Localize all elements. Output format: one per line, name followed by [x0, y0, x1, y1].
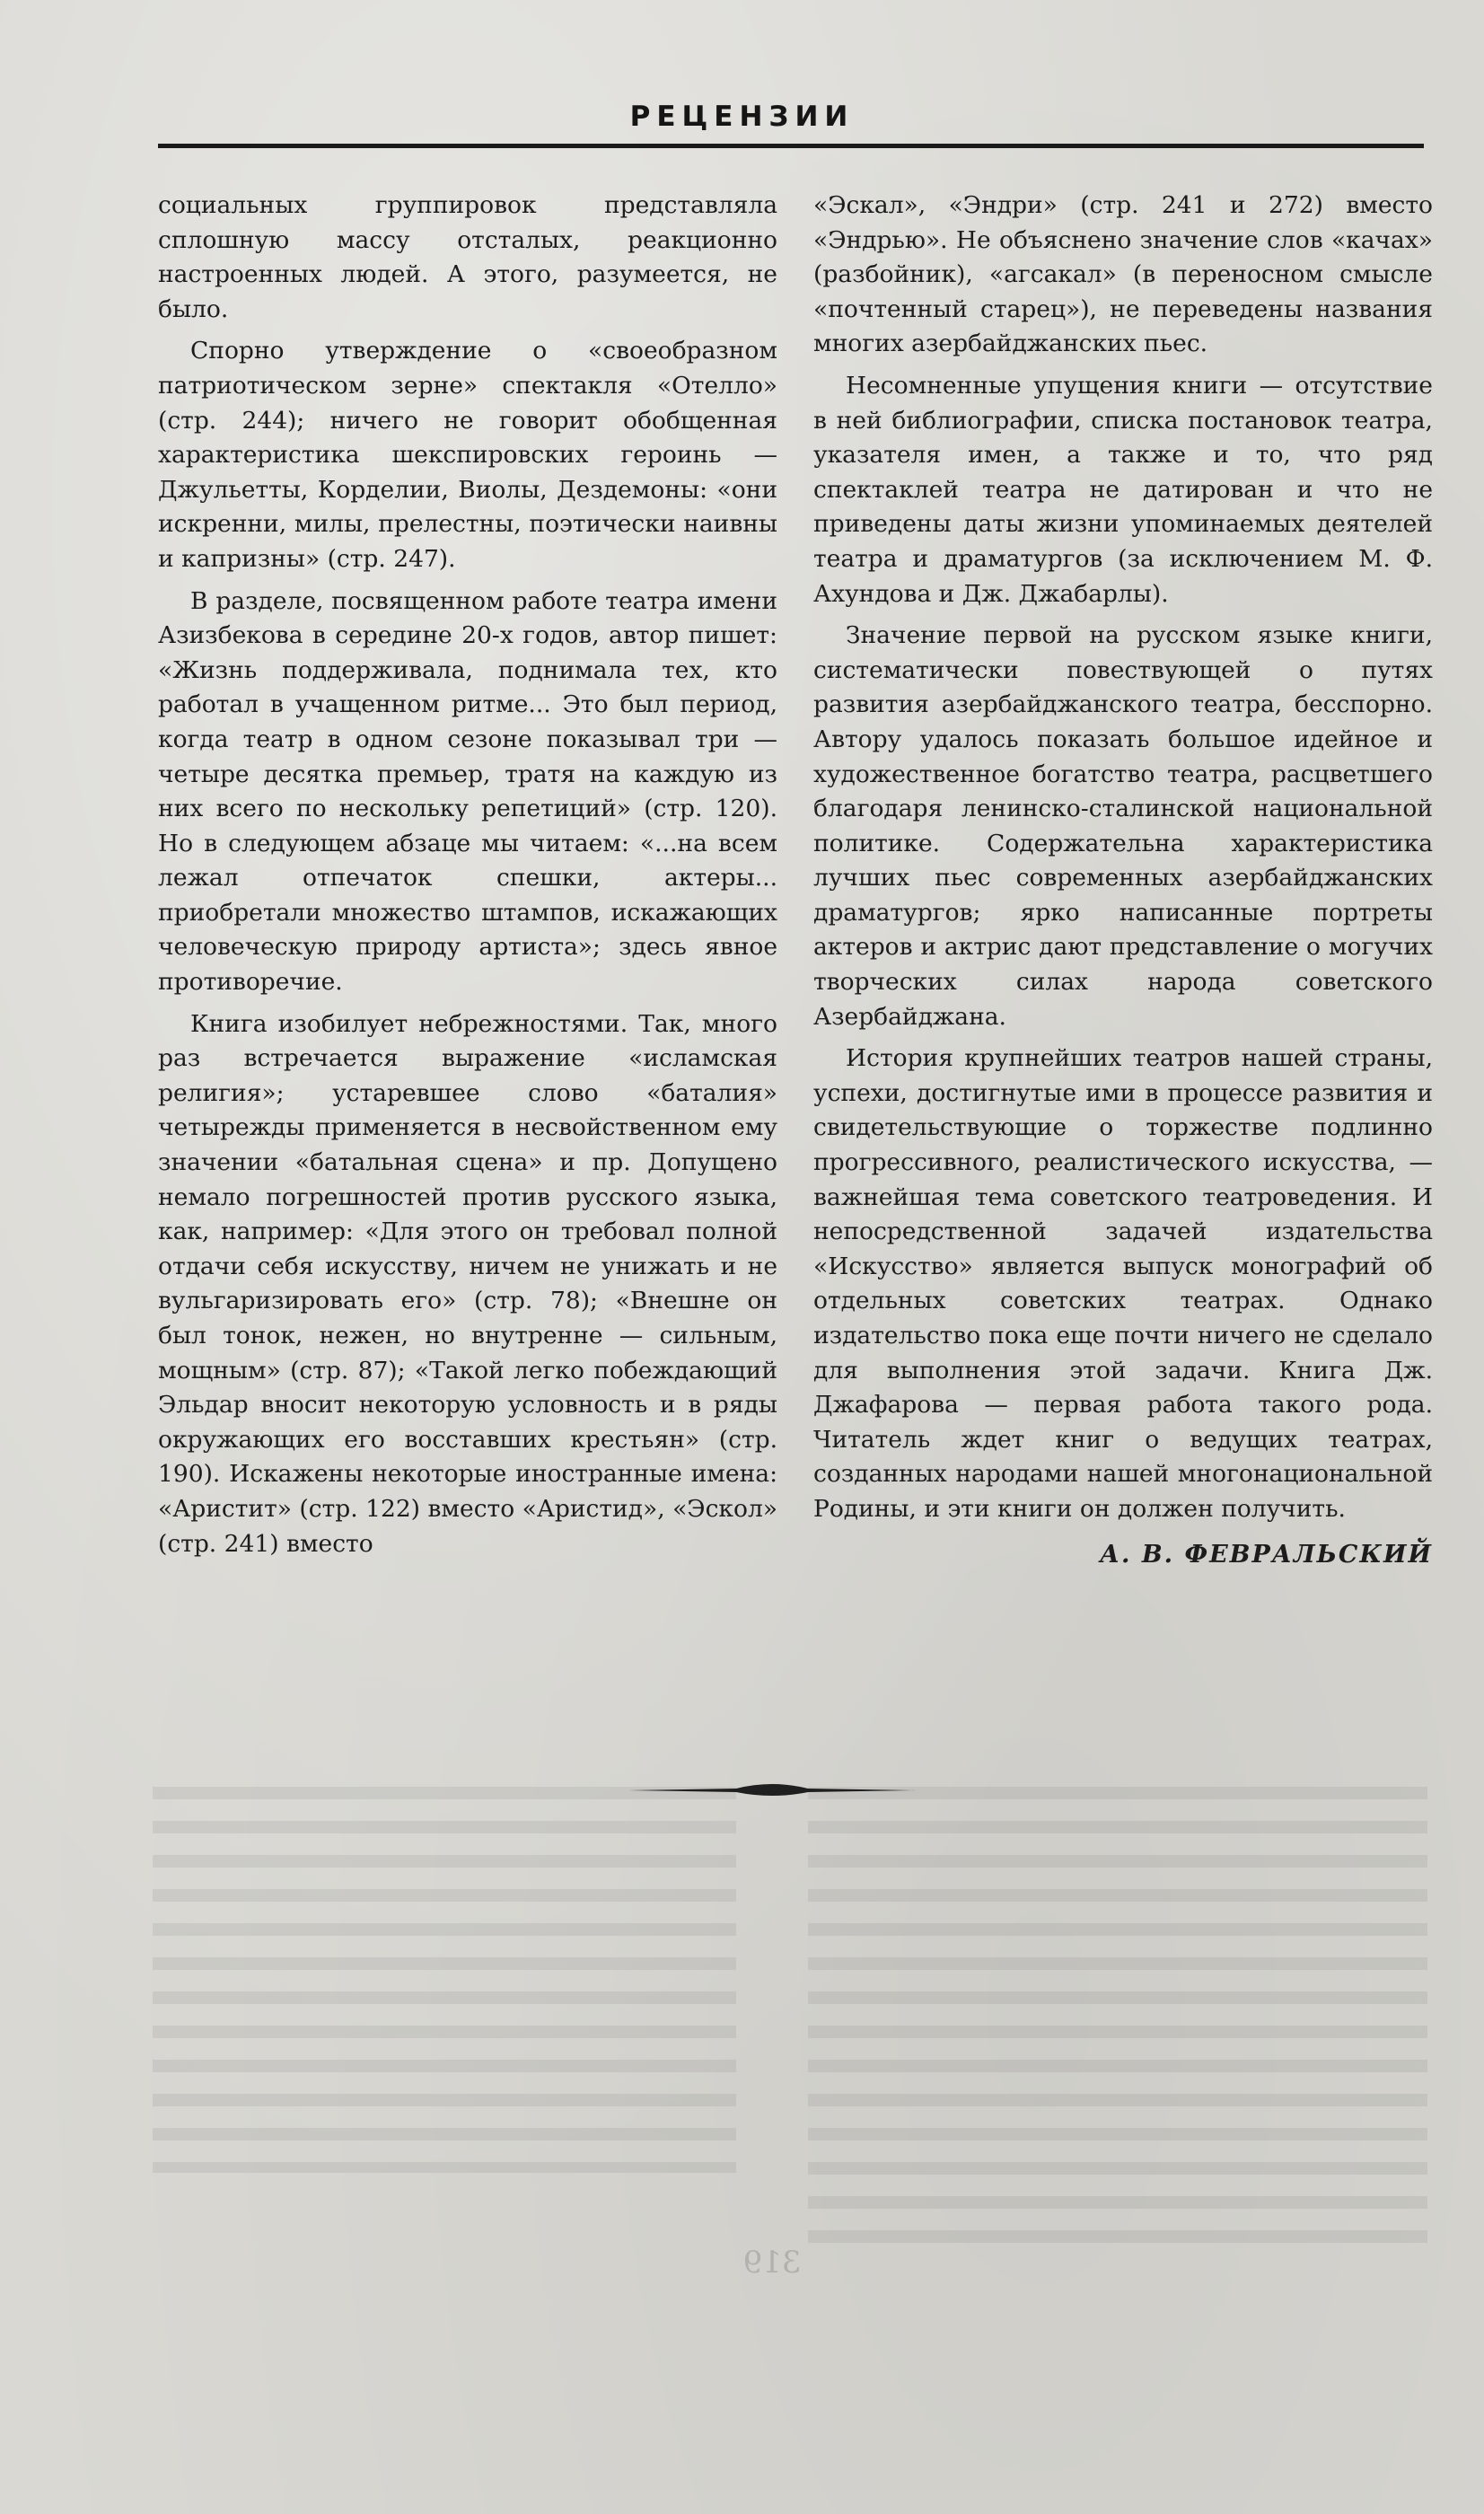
left-column — [158, 189, 777, 1561]
paragraph: «Эскал», «Эндри» (стр. 241 и 272) вместо «Эндрью». Не объяснено значение слов «качах» (разбойник), «агсакал» (в переносном смысле «почтенный старец»), не переведены названия многих азербайджанских пьес. — [813, 191, 1433, 358]
page-number: 319 — [742, 2245, 802, 2281]
paragraph: Спорно утверждение о «своеобразном патриотическом зерне» спектакля «Отелло» (стр. 244); ничего не говорит обобщенная характеристика шекспировских героинь — Джульетты, Корделии, Виолы, Дездемоны: «они искренни, милы, прелестны, поэтически наивны и капризны» (стр. 247). — [158, 337, 777, 573]
running-title: РЕЦЕНЗИИ — [629, 101, 855, 133]
bleed-through-text-left — [153, 1787, 736, 2173]
author-signature: А. В. ФЕВРАЛЬСКИЙ — [1100, 1540, 1433, 1569]
paragraph: В разделе, посвященном работе театра имени Азизбекова в середине 20-х годов, автор пишет: «Жизнь поддерживала, поднимала тех, кто работал в учащенном ритме... Это был период, когда театр в одном сезоне показывал три — четыре десятка премьер, тратя на каждую из них всего по нескольку репетиций» (стр. 120). Но в следующем абзаце мы читаем: «...на всем лежал отпечаток спешки, актеры... приобретали множество штампов, искажающих человеческую природу артиста»; здесь явное противоречие. — [158, 586, 777, 997]
ornament-stroke — [628, 1784, 916, 1796]
end-ornament — [628, 1778, 916, 1801]
paragraph: Значение первой на русском языке книги, систематически повествующей о путях развития азербайджанского театра, бесспорно. Автору удалось показать большое идейное и художественное богатство театра, расцветшего благодаря ленинско-сталинской национальной политике. Содержательна характеристика лучших пьес современных азербайджанских драматургов; ярко написанные портреты актеров и актрис дают представление о могучих творческих силах народа советского Азербайджана. — [813, 621, 1433, 1031]
paragraph: Несомненные упущения книги — отсутствие в ней библиографии, списка постановок театра, указателя имен, а также и то, что ряд спектаклей театра не датирован и что не приведены даты жизни упоминаемых деятелей театра и драматургов (за исключением М. Ф. Ахундова и Дж. Джабарлы). — [813, 371, 1433, 608]
paragraph: Книга изобилует небрежностями. Так, много раз встречается выражение «исламская религия»; устаревшее слово «баталия» четырежды применяется в несвойственном ему значении «батальная сцена» и пр. Допущено немало погрешностей против русского языка, как, например: «Для этого он требовал полной отдачи себя искусству, ничем не унижать и не вульгаризировать его» (стр. 78); «Внешне он был тонок, нежен, но внутренне — сильным, мощным» (стр. 87); «Такой легко побеждающий Эльдар вносит некоторую условность и в ряды окружающих его восставших крестьян» (стр. 190). Искажены некоторые иностранные имена: «Аристит» (стр. 122) вместо «Аристид», «Эскол» (стр. 241) вместо — [158, 1009, 777, 1558]
paragraph: социальных группировок представляла сплошную массу отсталых, реакционно настроенных людей. А этого, разумеется, не было. — [158, 191, 777, 323]
header-rule — [158, 144, 1424, 148]
bleed-through-text-right — [808, 1787, 1427, 2245]
paragraph: История крупнейших театров нашей страны, успехи, достигнутые ими в процессе развития и свидетельствующие о торжестве подлинно прогрессивного, реалистического искусства, — важнейшая тема советского театроведения. И непосредственной задачей издательства «Искусство» является выпуск монографий об отдельных советских театрах. Однако издательство пока еще почти ничего не сделало для выполнения этой задачи. Книга Дж. Джафарова — первая работа такого рода. Читатель ждет книг о ведущих театрах, созданных народами нашей многонациональной Родины, и эти книги он должен получить. — [813, 1044, 1433, 1523]
right-column — [813, 189, 1433, 1572]
